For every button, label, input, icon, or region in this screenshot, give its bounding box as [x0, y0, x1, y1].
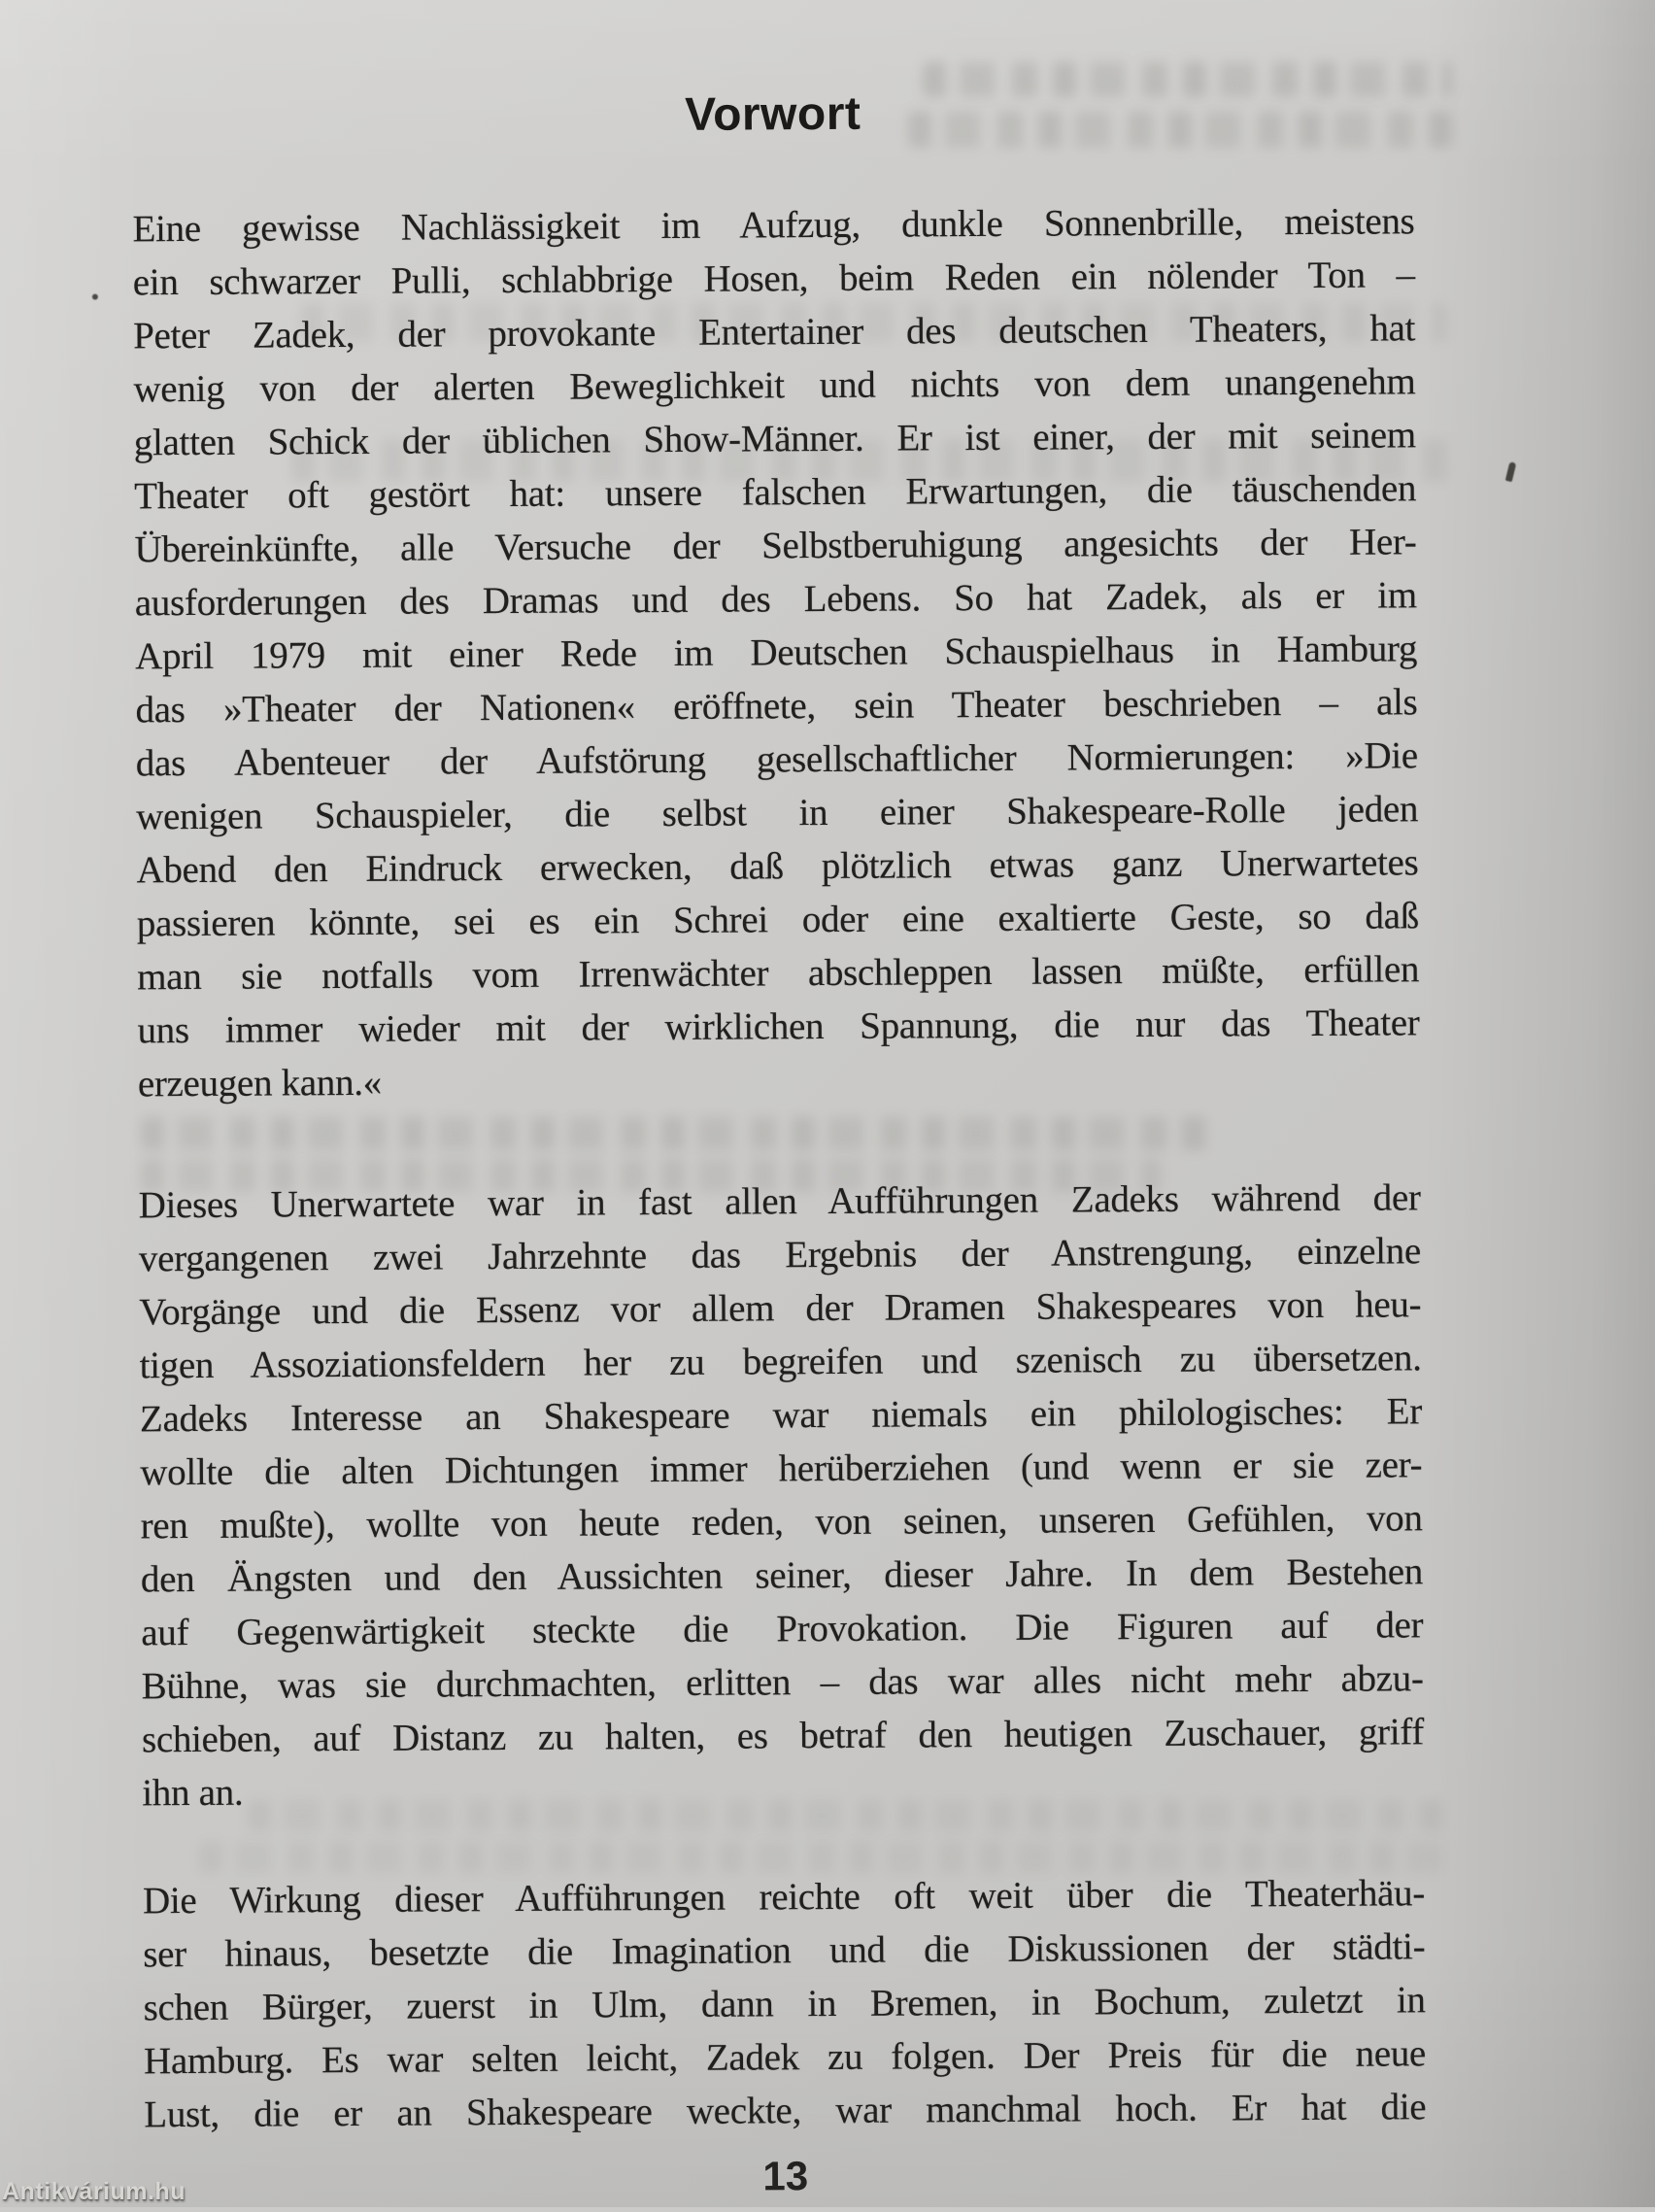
text-line: das »Theater der Nationen« eröffnete, sein Theater beschrieben – als [135, 681, 1418, 732]
text-line: ihn an. [142, 1771, 244, 1815]
text-line: Zadeks Interesse an Shakespeare war niemals ein philologisches: Er [139, 1390, 1423, 1441]
text-line: ser hinaus, besetzte die Imagination und die Diskussionen der städti- [143, 1925, 1426, 1976]
text-line: wollte die alten Dichtungen immer herüberziehen (und wenn er sie zer- [140, 1444, 1423, 1494]
text-line: vergangenen zwei Jahrzehnte das Ergebnis der Anstrengung, einzelne [138, 1230, 1422, 1280]
page-title: Vorwort [684, 87, 861, 141]
paragraph [132, 194, 1420, 1110]
watermark: Antikvárium.hu [2, 2178, 186, 2205]
paragraph [143, 1866, 1427, 2141]
text-line: man sie notfalls vom Irrenwächter abschleppen lassen müßte, erfüllen [137, 948, 1420, 999]
text-line: schieben, auf Distanz zu halten, es betraf den heutigen Zuschauer, griff [141, 1711, 1425, 1761]
text-line: Die Wirkung dieser Aufführungen reichte oft weit über die Theaterhäu- [142, 1872, 1426, 1923]
text-line: Vorgänge und die Essenz vor allem der Dramen Shakespeares von heu- [139, 1283, 1422, 1334]
text-line: Abend den Eindruck erwecken, daß plötzlich etwas ganz Unerwartetes [136, 841, 1419, 892]
paragraph [138, 1171, 1424, 1820]
text-line: ren mußte), wollte von heute reden, von seinen, unseren Gefühlen, von [140, 1497, 1423, 1548]
text-line: April 1979 mit einer Rede im Deutschen Schauspielhaus in Hamburg [135, 628, 1418, 678]
text-line: Lust, die er an Shakespeare weckte, war manchmal hoch. Er hat die [144, 2086, 1427, 2136]
text-line: Peter Zadek, der provokante Entertainer des deutschen Theaters, hat [133, 307, 1416, 357]
text-line: Übereinkünfte, alle Versuche der Selbstberuhigung angesichts der Her- [134, 521, 1417, 571]
text-line: wenigen Schauspieler, die selbst in einer Shakespeare-Rolle jeden [136, 788, 1419, 838]
scan-mark [1505, 461, 1517, 482]
text-line: ein schwarzer Pulli, schlabbrige Hosen, beim Reden ein nölender Ton – [132, 254, 1415, 304]
text-line: auf Gegenwärtigkeit steckte die Provokation. Die Figuren auf der [141, 1604, 1424, 1654]
text-line: Theater oft gestört hat: unsere falschen Erwartungen, die täuschenden [134, 467, 1417, 518]
page-number: 13 [762, 2153, 809, 2199]
scan-speck [92, 294, 98, 300]
text-line: das Abenteuer der Aufstörung gesellschaftlicher Normierungen: »Die [135, 734, 1418, 785]
text-line: schen Bürger, zuerst in Ulm, dann in Bremen, in Bochum, zuletzt in [143, 1979, 1426, 2029]
text-line: uns immer wieder mit der wirklichen Spannung, die nur das Theater [137, 1002, 1420, 1052]
text-line: ausforderungen des Dramas und des Lebens. So hat Zadek, als er im [134, 574, 1417, 625]
text-line: Eine gewisse Nachlässigkeit im Aufzug, dunkle Sonnenbrille, meistens [132, 200, 1415, 251]
text-line: tigen Assoziationsfeldern her zu begreifen und szenisch zu übersetzen. [139, 1337, 1422, 1387]
text-block [131, 0, 1427, 2211]
text-line: passieren könnte, sei es ein Schrei oder eine exaltierte Geste, so daß [136, 895, 1419, 945]
text-line: Dieses Unerwartete war in fast allen Aufführungen Zadeks während der [138, 1176, 1421, 1227]
text-line: den Ängsten und den Aussichten seiner, dieser Jahre. In dem Bestehen [140, 1550, 1424, 1601]
text-line: Bühne, was sie durchmachten, erlitten – das war alles nicht mehr abzu- [141, 1657, 1424, 1708]
text-line: wenig von der alerten Beweglichkeit und nichts von dem unangenehm [133, 360, 1416, 411]
text-line: erzeugen kann.« [137, 1061, 383, 1106]
text-line: Hamburg. Es war selten leicht, Zadek zu folgen. Der Preis für die neue [143, 2032, 1427, 2083]
text-line: glatten Schick der üblichen Show-Männer. Er ist einer, der mit seinem [133, 414, 1416, 464]
